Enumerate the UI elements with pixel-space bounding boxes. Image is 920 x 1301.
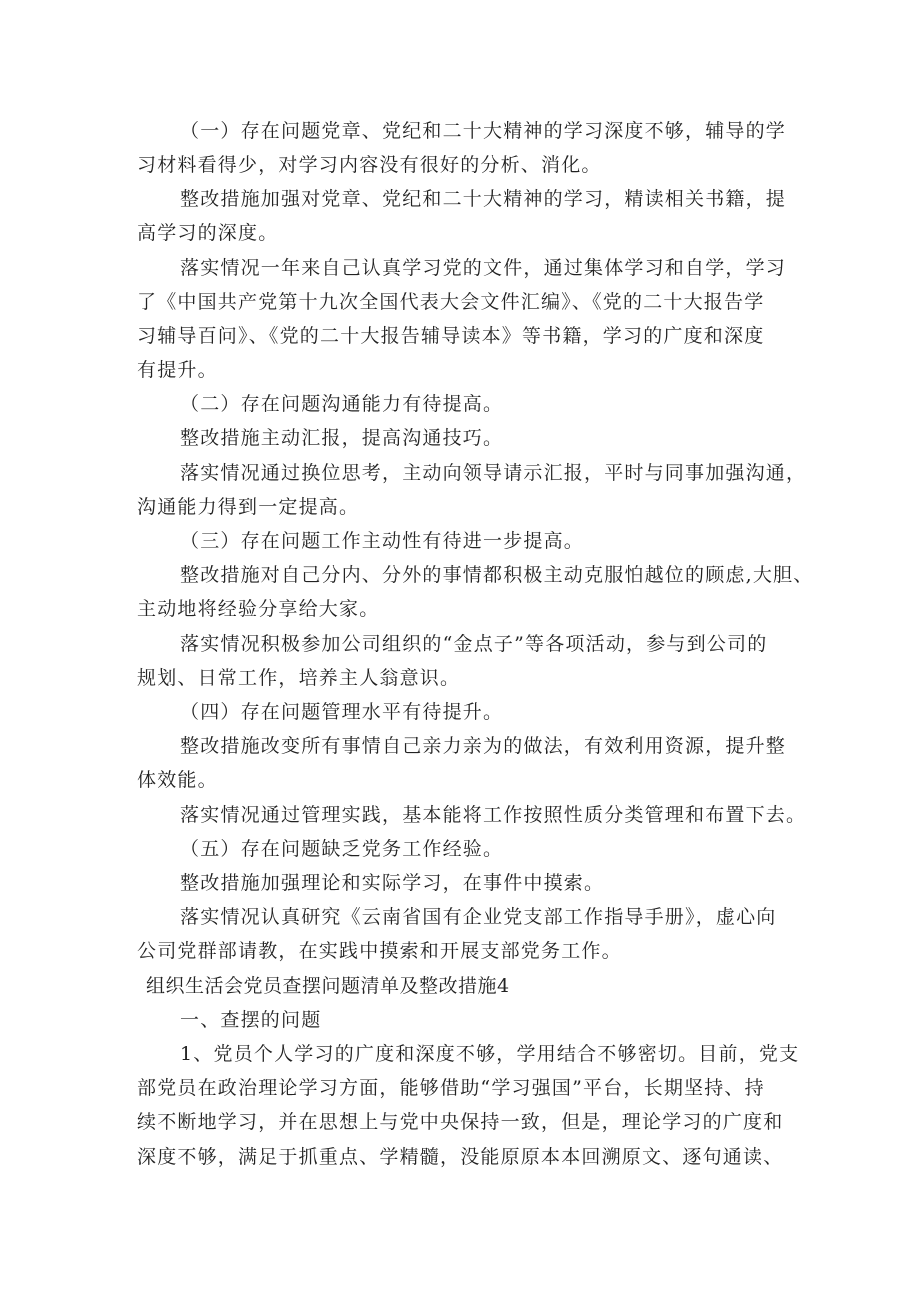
- item1-measure-line: 高学习的深度。: [137, 222, 279, 244]
- item1-problem-line: （一）存在问题党章、党纪和二十大精神的学习深度不够，辅导的学: [180, 120, 787, 142]
- item3-measure-line: 主动地将经验分享给大家。: [137, 598, 380, 620]
- paragraph-line: 深度不够，满足于抓重点、学精髓，没能原原本本回溯原文、逐句通读、: [137, 1146, 784, 1168]
- item4-problem-line: （四）存在问题管理水平有待提升。: [180, 701, 504, 723]
- item1-status-line: 有提升。: [137, 359, 218, 381]
- item5-problem-line: （五）存在问题缺乏党务工作经验。: [180, 838, 504, 860]
- item4-status-line: 落实情况通过管理实践，基本能将工作按照性质分类管理和布置下去。: [180, 804, 807, 826]
- paragraph-line: 1、党员个人学习的广度和深度不够，学用结合不够密切。目前，党支: [180, 1043, 800, 1065]
- item1-status-line: 落实情况一年来自己认真学习党的文件，通过集体学习和自学，学习: [180, 257, 787, 279]
- item1-status-line: 了《中国共产党第十九次全国代表大会文件汇编》、《党的二十大报告学: [137, 291, 765, 313]
- item1-problem-line: 习材料看得少，对学习内容没有很好的分析、消化。: [137, 154, 602, 176]
- item3-status-line: 规划、日常工作，培养主人翁意识。: [137, 667, 461, 689]
- section-subtitle: 一、查摆的问题: [180, 1009, 322, 1031]
- paragraph-line: 续不断地学习，并在思想上与党中央保持一致，但是，理论学习的广度和: [137, 1111, 784, 1133]
- item1-status-line: 习辅导百问》、《党的二十大报告辅导读本》等书籍，学习的广度和深度: [137, 325, 765, 347]
- item4-measure-line: 整改措施改变所有事情自己亲力亲为的做法，有效利用资源，提升整: [180, 735, 787, 757]
- item2-status-line: 落实情况通过换位思考，主动向领导请示汇报，平时与同事加强沟通，: [180, 462, 807, 484]
- section-title: 组织生活会党员查摆问题清单及整改措施4: [146, 975, 510, 997]
- item5-status-line: 公司党群部请教，在实践中摸索和开展支部党务工作。: [137, 940, 622, 962]
- item2-status-line: 沟通能力得到一定提高。: [137, 496, 360, 518]
- item1-measure-line: 整改措施加强对党章、党纪和二十大精神的学习，精读相关书籍，提: [180, 188, 787, 210]
- paragraph-line: 部党员在政治理论学习方面，能够借助“学习强国”平台，长期坚持、持: [137, 1077, 765, 1099]
- item3-measure-line: 整改措施对自己分内、分外的事情都积极主动克服怕越位的顾虑,大胆、: [180, 564, 814, 586]
- item4-measure-line: 体效能。: [137, 769, 218, 791]
- item5-measure-line: 整改措施加强理论和实际学习，在事件中摸索。: [180, 872, 605, 894]
- item2-measure-line: 整改措施主动汇报，提高沟通技巧。: [180, 427, 504, 449]
- item5-status-line: 落实情况认真研究《云南省国有企业党支部工作指导手册》，虚心向: [180, 906, 777, 928]
- item2-problem-line: （二）存在问题沟通能力有待提高。: [180, 393, 504, 415]
- item3-problem-line: （三）存在问题工作主动性有待进一步提高。: [180, 530, 585, 552]
- item3-status-line: 落实情况积极参加公司组织的“金点子”等各项活动，参与到公司的: [180, 633, 768, 655]
